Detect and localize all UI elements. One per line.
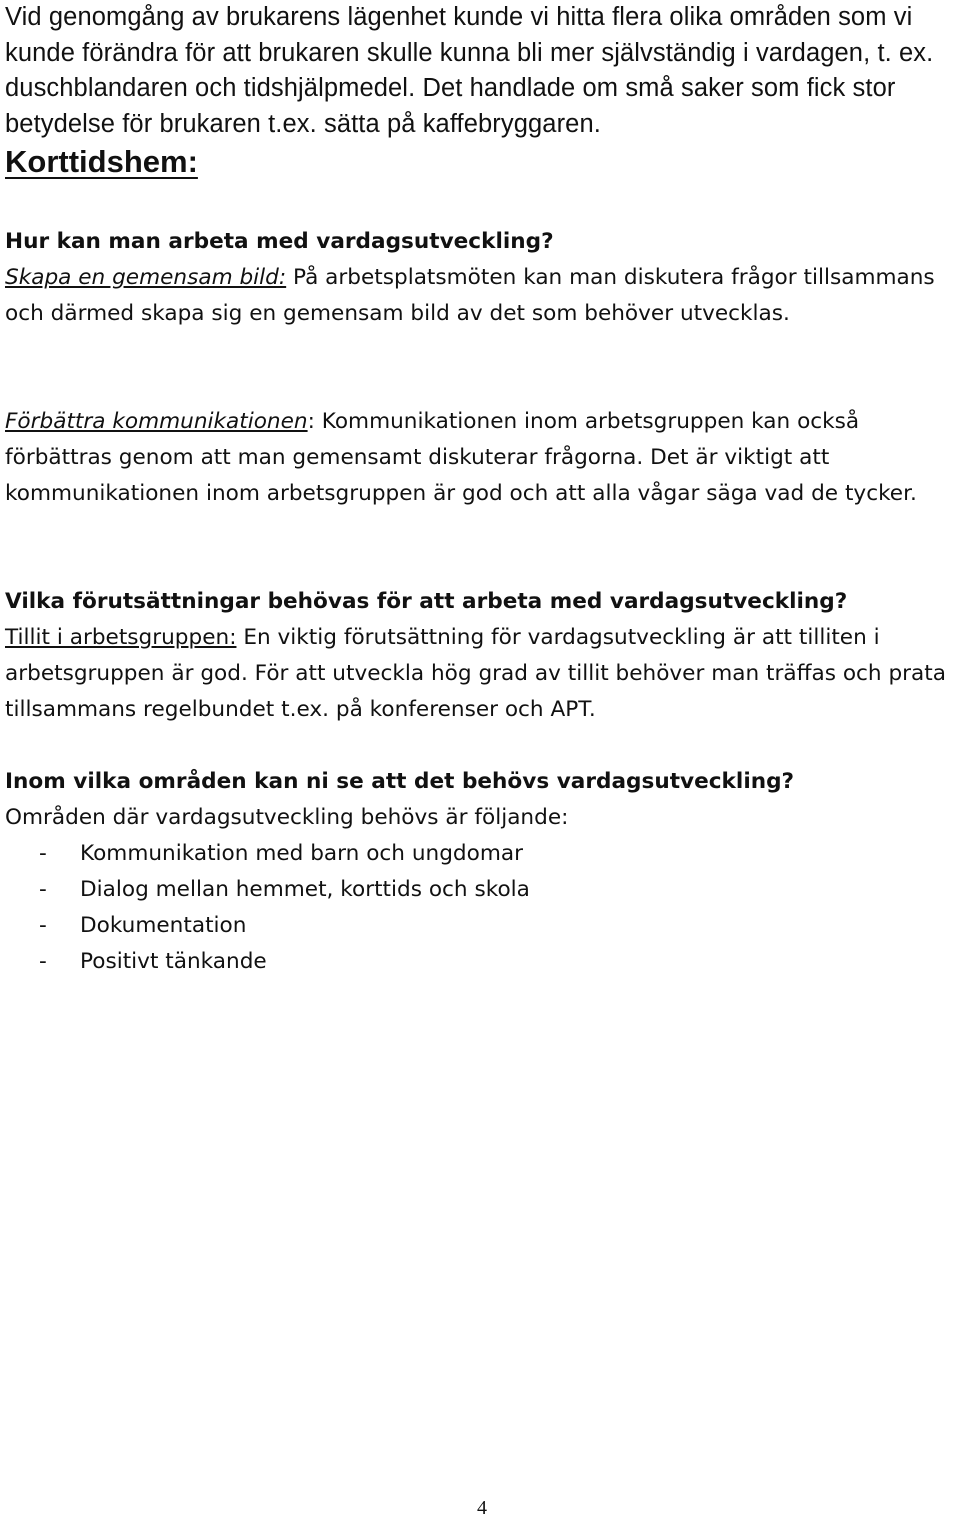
dash-bullet: -: [39, 877, 47, 902]
text-skapa-gemensam-bild: På arbetsplatsmöten kan man diskutera frågor tillsammans och därmed skapa sig en gemensam bild av det som behöver utvecklas.: [5, 265, 935, 326]
areas-list: [5, 836, 905, 980]
question-heading-3: Inom vilka områden kan ni se att det behövs vardagsutveckling?: [5, 769, 795, 794]
areas-intro: Områden där vardagsutveckling behövs är följande:: [5, 805, 569, 830]
question-heading-2: Vilka förutsättningar behövas för att arbeta med vardagsutveckling?: [5, 589, 848, 614]
page-number: 4: [477, 1497, 487, 1519]
dash-bullet: -: [39, 913, 47, 938]
list-item: [5, 836, 905, 872]
paragraph-tillit-arbetsgruppen: [5, 620, 960, 728]
paragraph-forbattra-kommunikationen: [5, 404, 960, 512]
list-item: [5, 908, 905, 944]
list-item-text: Positivt tänkande: [80, 949, 267, 974]
dash-bullet: -: [39, 841, 47, 866]
section-title: Korttidshem:: [5, 144, 198, 179]
list-item: [5, 944, 905, 980]
list-item-text: Dialog mellan hemmet, korttids och skola: [80, 877, 530, 902]
list-item: [5, 872, 905, 908]
dash-bullet: -: [39, 949, 47, 974]
lead-tillit-arbetsgruppen: Tillit i arbetsgruppen:: [5, 625, 237, 650]
question-heading-1: Hur kan man arbeta med vardagsutveckling?: [5, 229, 554, 254]
lead-forbattra-kommunikationen: Förbättra kommunikationen: [5, 409, 308, 434]
list-item-text: Dokumentation: [80, 913, 247, 938]
text-forbattra-kommunikationen: : Kommunikationen inom arbetsgruppen kan också förbättras genom att man gemensamt diskuterar frågorna. Det är viktigt att kommunikationen inom arbetsgruppen är god och att alla vågar säga vad de tycker.: [5, 409, 917, 506]
paragraph-skapa-gemensam-bild: [5, 260, 960, 332]
intro-paragraph: Vid genomgång av brukarens lägenhet kunde vi hitta flera olika områden som vi kunde förändra för att brukaren skulle kunna bli mer självständig i vardagen, t. ex. duschblandaren och tidshjälpmedel. Det handlade om små saker som fick stor betydelse för brukaren t.ex. sätta på kaffebryggaren.: [5, 3, 934, 138]
text-tillit-arbetsgruppen: En viktig förutsättning för vardagsutveckling är att tilliten i arbetsgruppen är god. För att utveckla hög grad av tillit behöver man träffas och prata tillsammans regelbundet t.ex. på konferenser och APT.: [5, 625, 946, 722]
lead-skapa-gemensam-bild: Skapa en gemensam bild:: [5, 265, 287, 290]
list-item-text: Kommunikation med barn och ungdomar: [80, 841, 523, 866]
